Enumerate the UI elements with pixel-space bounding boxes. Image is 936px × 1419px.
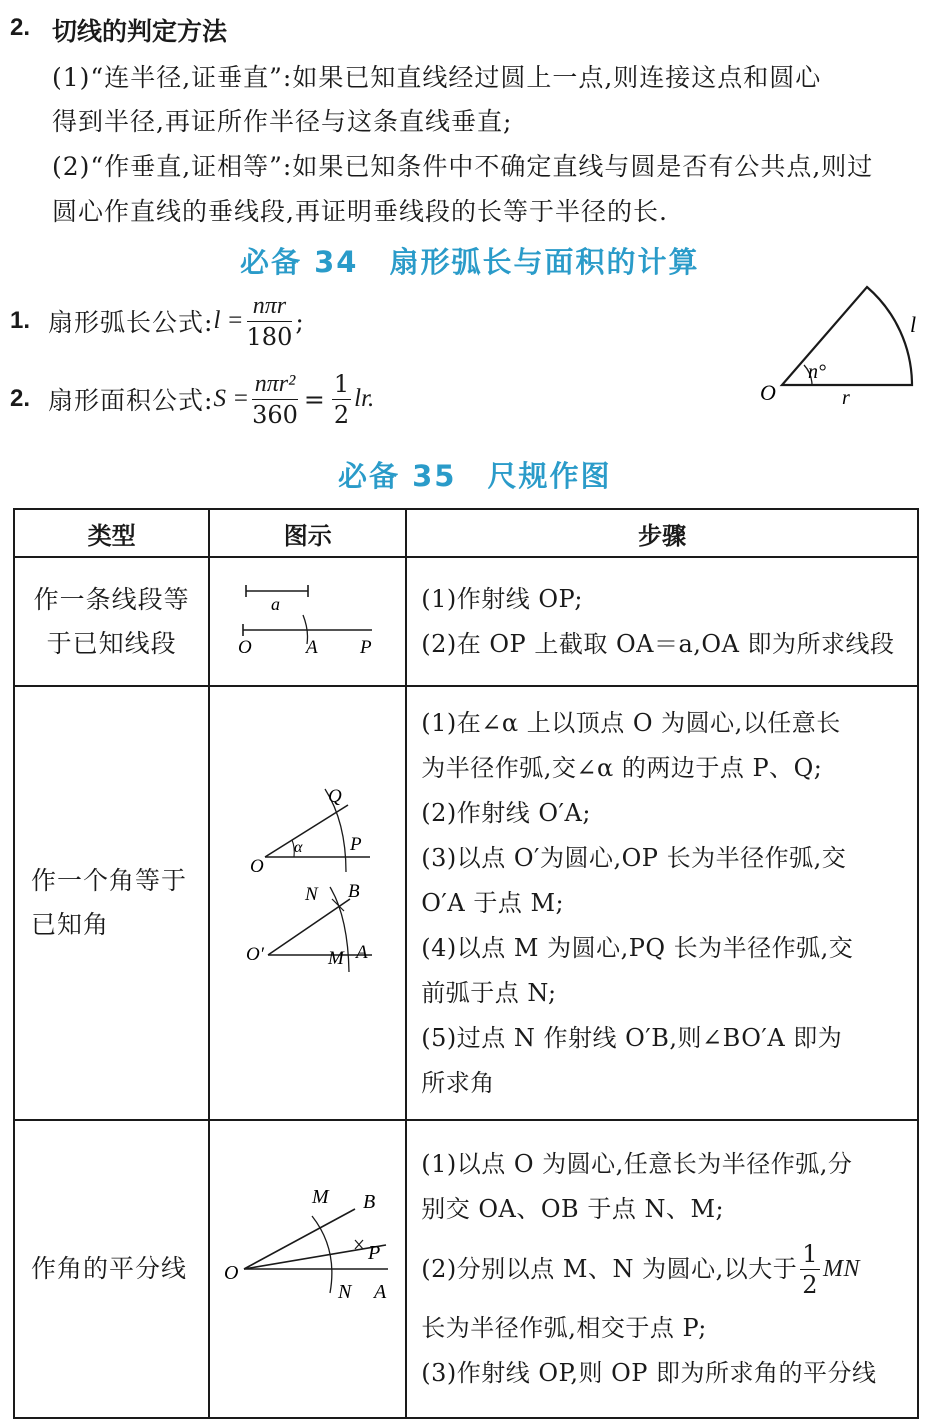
row3-step-frac-pre: (2)分别以点 M、N 为圆心,以大于 <box>421 1254 798 1283</box>
row1-step-1: (1)作射线 OP; <box>421 584 583 613</box>
item1-label: 扇形弧长公式: <box>48 308 214 337</box>
arc-length-formula <box>10 286 305 356</box>
item1-fraction <box>247 290 293 352</box>
fig2-label-M: M <box>328 948 345 969</box>
item2-label: 扇形面积公式: <box>48 386 214 415</box>
row1-diagram-cell <box>209 557 406 686</box>
item1-numerator: nπr <box>252 293 287 319</box>
tangent-number: 2. <box>10 14 31 41</box>
fig3-label-N: N <box>338 1281 352 1303</box>
tangent-p2-line1: (2)“作垂直,证相等”:如果已知条件中不确定直线与圆是否有公共点,则过 <box>52 152 874 181</box>
fig1-label-O: O <box>238 637 252 658</box>
row3-step-line: 长为半径作弧,相交于点 P; <box>421 1314 707 1342</box>
row3-step-fraction <box>800 1239 820 1300</box>
table-row <box>14 557 918 686</box>
fig2-label-N: N <box>305 884 318 905</box>
row2-step-line: 所求角 <box>421 1068 495 1097</box>
table-header-row <box>14 509 918 557</box>
tangent-title: 切线的判定方法 <box>52 17 228 46</box>
row2-diagram-cell <box>209 686 406 1120</box>
fig3-label-P: P <box>368 1242 381 1264</box>
row2-type-line2: 已知角 <box>31 910 110 939</box>
row2-step-line: (5)过点 N 作射线 O′B,则∠BO′A 即为 <box>421 1023 843 1052</box>
row3-frac-denominator: 2 <box>802 1270 818 1299</box>
row2-step-line: O′A 于点 M; <box>421 888 565 917</box>
item2-half-denominator: 2 <box>333 400 350 429</box>
fig3-label-O: O <box>224 1262 239 1284</box>
row1-type-line2: 于已知线段 <box>46 628 177 658</box>
sector-label-l: l <box>910 312 917 337</box>
tangent-p1-line2: 得到半径,再证所作半径与这条直线垂直; <box>52 107 513 136</box>
fig2-label-alpha: α <box>294 839 303 856</box>
item2-half-numerator: 1 <box>333 369 350 398</box>
segment-construction-figure <box>210 558 405 681</box>
fig1-label-a: a <box>271 594 281 614</box>
row2-type-line1: 作一个角等于 <box>31 866 188 895</box>
row2-step-line: (4)以点 M 为圆心,PQ 长为半径作弧,交 <box>421 933 854 962</box>
row3-diagram-cell <box>209 1120 406 1418</box>
fig2-label-O-prime: O′ <box>246 944 265 965</box>
row1-steps <box>406 557 918 686</box>
header-steps: 步骤 <box>406 509 918 557</box>
sector-label-O: O <box>760 380 776 405</box>
row2-steps <box>406 686 918 1120</box>
fig3-label-B: B <box>363 1191 376 1213</box>
row2-step-line: 为半径作弧,交∠α 的两边于点 P、Q; <box>421 753 823 782</box>
sector-figure <box>750 282 930 412</box>
item1-number: 1. <box>10 307 31 334</box>
tangent-p1-line1: (1)“连半径,证垂直”:如果已知直线经过圆上一点,则连接这点和圆心 <box>52 63 822 92</box>
section34-heading: 必备 34 扇形弧长与面积的计算 <box>240 245 700 279</box>
table-row <box>14 1120 918 1418</box>
row1-type <box>14 557 209 686</box>
row2-step-line: (2)作射线 O′A; <box>421 798 591 827</box>
row1-step-2: (2)在 OP 上截取 OA＝a,OA 即为所求线段 <box>421 629 895 658</box>
fig2-label-O: O <box>250 856 264 877</box>
row3-step-fraction-line <box>421 1232 917 1306</box>
row2-step-line: (1)在∠α 上以顶点 O 为圆心,以任意长 <box>421 708 841 737</box>
fig2-label-B: B <box>348 881 360 902</box>
fig2-label-A: A <box>356 942 368 963</box>
row2-step-line: (3)以点 O′为圆心,OP 长为半径作弧,交 <box>421 843 847 872</box>
row3-steps <box>406 1120 918 1418</box>
angle-copy-figure <box>210 687 405 1115</box>
row3-type-line1: 作角的平分线 <box>31 1254 188 1283</box>
section35-heading: 必备 35 尺规作图 <box>338 459 612 493</box>
header-diagram: 图示 <box>209 509 406 557</box>
angle-bisector-figure <box>210 1121 405 1413</box>
item2-numerator: nπr² <box>254 371 296 397</box>
item2-number: 2. <box>10 385 31 412</box>
row3-type <box>14 1120 209 1418</box>
item2-lhs: S = <box>213 385 250 412</box>
row3-step-line: (1)以点 O 为圆心,任意长为半径作弧,分 <box>421 1150 853 1178</box>
fig1-label-A: A <box>306 637 318 658</box>
row3-step-frac-post: MN <box>823 1255 860 1282</box>
table-row <box>14 686 918 1120</box>
sector-label-r: r <box>842 387 850 409</box>
sector-label-n: n° <box>808 361 826 383</box>
row2-step-line: 前弧于点 N; <box>421 978 557 1007</box>
row1-type-line1: 作一条线段等 <box>33 584 190 614</box>
item1-lhs: l = <box>213 307 244 334</box>
row3-frac-numerator: 1 <box>802 1239 818 1268</box>
item2-half-fraction <box>332 369 351 430</box>
tangent-p2-line2: 圆心作直线的垂线段,再证明垂线段的长等于半径的长. <box>52 197 668 226</box>
row2-type <box>14 686 209 1120</box>
fig1-label-P: P <box>360 637 372 658</box>
item1-end: ; <box>295 306 305 336</box>
item2-fraction <box>252 368 298 430</box>
construction-table <box>13 508 919 1419</box>
fig2-label-Q: Q <box>328 786 342 807</box>
sector-area-formula <box>10 364 374 434</box>
item2-eq: = <box>303 384 326 414</box>
fig3-label-M: M <box>312 1186 329 1208</box>
fig2-label-P: P <box>350 834 362 855</box>
item1-denominator: 180 <box>246 323 293 351</box>
fig3-label-A: A <box>374 1281 387 1303</box>
header-type: 类型 <box>14 509 209 557</box>
row3-step-line: 别交 OA、OB 于点 N、M; <box>421 1195 725 1223</box>
item2-end: lr. <box>354 385 375 412</box>
row3-step-line: (3)作射线 OP,则 OP 即为所求角的平分线 <box>421 1359 877 1387</box>
item2-denominator: 360 <box>252 401 298 429</box>
